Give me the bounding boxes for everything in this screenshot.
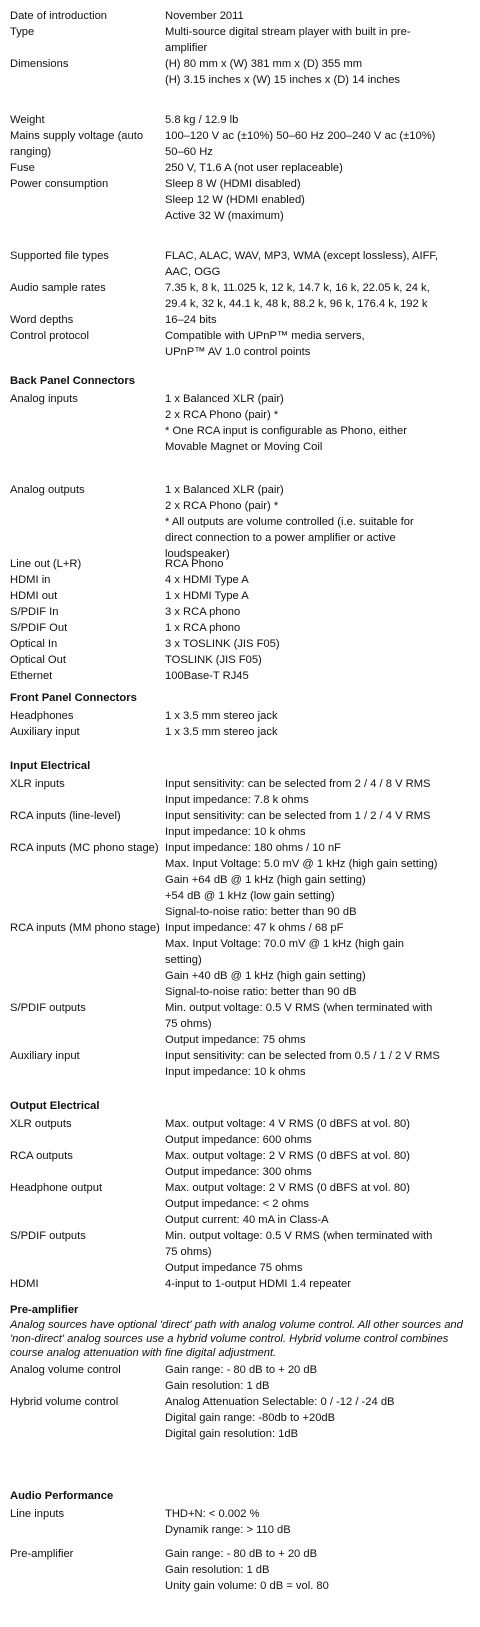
spec-value-line: November 2011 xyxy=(165,10,244,22)
spec-label: Auxiliary input xyxy=(10,1050,80,1062)
spec-value-line: Sleep 8 W (HDMI disabled) xyxy=(165,178,301,190)
spec-label: S/PDIF In xyxy=(10,606,59,618)
spec-value-line: setting) xyxy=(165,954,202,966)
spec-value-line: RCA Phono xyxy=(165,558,224,570)
spec-value xyxy=(165,24,470,56)
spec-value-line: 7.35 k, 8 k, 11.025 k, 12 k, 14.7 k, 16 k, 22.05 k, 24 k, xyxy=(165,282,430,294)
section-heading: Input Electrical xyxy=(10,760,91,772)
spec-value-line: Max. output voltage: 4 V RMS (0 dBFS at vol. 80) xyxy=(165,1118,410,1130)
spec-value-line: Input sensitivity: can be selected from 0.5 / 1 / 2 V RMS xyxy=(165,1050,440,1062)
spec-label: RCA outputs xyxy=(10,1150,73,1162)
spec-value-line: Input impedance: 10 k ohms xyxy=(165,826,306,838)
spec-value xyxy=(165,776,470,808)
spec-value-line: amplifier xyxy=(165,42,208,54)
spec-label: RCA inputs (MC phono stage) xyxy=(10,842,159,854)
section-heading: Pre-amplifier xyxy=(10,1304,79,1316)
spec-value-line: 100Base-T RJ45 xyxy=(165,670,249,682)
spec-value-line: Min. output voltage: 0.5 V RMS (when terminated with xyxy=(165,1230,433,1242)
spec-value-line: 1 x HDMI Type A xyxy=(165,590,249,602)
spec-value-line: Max. Input Voltage: 5.0 mV @ 1 kHz (high gain setting) xyxy=(165,858,438,870)
spec-value xyxy=(165,668,470,684)
spec-label: XLR inputs xyxy=(10,778,65,790)
spec-value-line: Signal-to-noise ratio: better than 90 dB xyxy=(165,986,357,998)
spec-label: Word depths xyxy=(10,314,74,326)
spec-value xyxy=(165,620,470,636)
spec-value-line: Input impedance: 10 k ohms xyxy=(165,1066,306,1078)
spec-value-line: 1 x 3.5 mm stereo jack xyxy=(165,726,278,738)
spec-value-line: Max. output voltage: 2 V RMS (0 dBFS at vol. 80) xyxy=(165,1150,410,1162)
spec-value xyxy=(165,636,470,652)
spec-label: Fuse xyxy=(10,162,35,174)
spec-value-line: Input impedance: 47 k ohms / 68 pF xyxy=(165,922,344,934)
spec-label: Headphones xyxy=(10,710,74,722)
spec-label: Weight xyxy=(10,114,45,126)
spec-value xyxy=(165,1394,470,1442)
spec-value-line: Input impedance: 180 ohms / 10 nF xyxy=(165,842,342,854)
spec-value-line: Output impedance 75 ohms xyxy=(165,1262,303,1274)
spec-value xyxy=(165,840,470,920)
spec-value-line: 1 x Balanced XLR (pair) xyxy=(165,484,284,496)
spec-value-line: Digital gain range: -80db to +20dB xyxy=(165,1412,336,1424)
spec-value-line: Max. Input Voltage: 70.0 mV @ 1 kHz (high gain xyxy=(165,938,404,950)
spec-value-line: Unity gain volume: 0 dB = vol. 80 xyxy=(165,1580,329,1592)
spec-label: Analog volume control xyxy=(10,1364,121,1376)
spec-value-line: THD+N: < 0.002 % xyxy=(165,1508,260,1520)
spec-value xyxy=(165,556,470,572)
spec-value-line: Multi-source digital stream player with built in pre- xyxy=(165,26,411,38)
spec-value-line: 3 x RCA phono xyxy=(165,606,241,618)
spec-value-line: 75 ohms) xyxy=(165,1018,212,1030)
spec-value-line: 2 x RCA Phono (pair) * xyxy=(165,409,279,421)
spec-value xyxy=(165,328,470,360)
section-heading: Back Panel Connectors xyxy=(10,375,135,387)
spec-value-line: 29.4 k, 32 k, 44.1 k, 48 k, 88.2 k, 96 k, 176.4 k, 192 k xyxy=(165,298,428,310)
spec-value-line: Output impedance: 75 ohms xyxy=(165,1034,306,1046)
spec-value-line: UPnP™ AV 1.0 control points xyxy=(165,346,311,358)
spec-value xyxy=(165,588,470,604)
spec-label: Dimensions xyxy=(10,58,69,70)
spec-value xyxy=(165,604,470,620)
spec-value xyxy=(165,176,470,224)
spec-value-line: Signal-to-noise ratio: better than 90 dB xyxy=(165,906,357,918)
spec-label: Analog inputs xyxy=(10,393,78,405)
spec-value-line: Compatible with UPnP™ media servers, xyxy=(165,330,365,342)
spec-value-line: 2 x RCA Phono (pair) * xyxy=(165,500,279,512)
spec-value-line: 75 ohms) xyxy=(165,1246,212,1258)
spec-label: S/PDIF Out xyxy=(10,622,68,634)
spec-label: HDMI in xyxy=(10,574,51,586)
spec-label: Line out (L+R) xyxy=(10,558,82,570)
spec-value xyxy=(165,1276,470,1292)
spec-label: Audio sample rates xyxy=(10,282,106,294)
spec-label: Mains supply voltage (auto ranging) xyxy=(10,130,144,158)
spec-value-line: Active 32 W (maximum) xyxy=(165,210,284,222)
spec-value-line: Gain resolution: 1 dB xyxy=(165,1380,270,1392)
spec-value xyxy=(165,1148,470,1180)
spec-label: XLR outputs xyxy=(10,1118,72,1130)
spec-value xyxy=(165,1180,470,1228)
spec-label: S/PDIF outputs xyxy=(10,1230,86,1242)
spec-value-line: Output current: 40 mA in Class-A xyxy=(165,1214,329,1226)
spec-value-line: Gain range: - 80 dB to + 20 dB xyxy=(165,1364,318,1376)
spec-value xyxy=(165,572,470,588)
spec-label: Hybrid volume control xyxy=(10,1396,119,1408)
spec-value-line: FLAC, ALAC, WAV, MP3, WMA (except lossless), AIFF, xyxy=(165,250,439,262)
spec-value-line: Input impedance: 7.8 k ohms xyxy=(165,794,309,806)
spec-value-line: 1 x Balanced XLR (pair) xyxy=(165,393,284,405)
spec-value-line: Output impedance: 300 ohms xyxy=(165,1166,312,1178)
spec-value xyxy=(165,128,470,160)
spec-value-line: 50–60 Hz xyxy=(165,146,213,158)
spec-value-line: 250 V, T1.6 A (not user replaceable) xyxy=(165,162,343,174)
preamp-note: Analog sources have optional 'direct' path with analog volume control. All other sources and 'non-direct' analog sources use a hybrid volume control. Hybrid volume control combines course analog attenuation with fine digital adjustment. xyxy=(10,1319,463,1359)
spec-value-line: 1 x RCA phono xyxy=(165,622,241,634)
spec-label: RCA inputs (MM phono stage) xyxy=(10,922,160,934)
spec-value-line: loudspeaker) xyxy=(165,548,230,560)
spec-value-line: 4-input to 1-output HDMI 1.4 repeater xyxy=(165,1278,351,1290)
spec-value xyxy=(165,1546,470,1594)
spec-value xyxy=(165,482,470,562)
spec-value-line: Output impedance: 600 ohms xyxy=(165,1134,312,1146)
spec-value-line: Analog Attenuation Selectable: 0 / -12 / -24 dB xyxy=(165,1396,395,1408)
spec-label: Headphone output xyxy=(10,1182,103,1194)
spec-value-line: +54 dB @ 1 kHz (low gain setting) xyxy=(165,890,335,902)
spec-value xyxy=(165,708,470,724)
spec-value-line: Min. output voltage: 0.5 V RMS (when terminated with xyxy=(165,1002,433,1014)
section-heading: Front Panel Connectors xyxy=(10,692,137,704)
spec-value-line: * One RCA input is configurable as Phono, either xyxy=(165,425,407,437)
spec-label: Control protocol xyxy=(10,330,89,342)
spec-value xyxy=(165,56,470,88)
spec-value xyxy=(165,920,470,1000)
spec-label: Type xyxy=(10,26,35,38)
spec-label: RCA inputs (line-level) xyxy=(10,810,121,822)
spec-value xyxy=(165,1000,470,1048)
spec-value-line: AAC, OGG xyxy=(165,266,221,278)
spec-label: HDMI out xyxy=(10,590,58,602)
spec-value xyxy=(165,724,470,740)
spec-value-line: Input sensitivity: can be selected from 1 / 2 / 4 V RMS xyxy=(165,810,431,822)
spec-label: Auxiliary input xyxy=(10,726,80,738)
spec-value-line: * All outputs are volume controlled (i.e. suitable for xyxy=(165,516,414,528)
spec-value-line: Input sensitivity: can be selected from 2 / 4 / 8 V RMS xyxy=(165,778,431,790)
spec-value-line: Digital gain resolution: 1dB xyxy=(165,1428,299,1440)
spec-value-line: Sleep 12 W (HDMI enabled) xyxy=(165,194,305,206)
spec-value-line: 100–120 V ac (±10%) 50–60 Hz 200–240 V ac (±10%) xyxy=(165,130,436,142)
section-heading: Audio Performance xyxy=(10,1490,114,1502)
spec-value-line: Gain range: - 80 dB to + 20 dB xyxy=(165,1548,318,1560)
spec-label: Line inputs xyxy=(10,1508,65,1520)
spec-value-line: 5.8 kg / 12.9 lb xyxy=(165,114,239,126)
spec-value-line: TOSLINK (JIS F05) xyxy=(165,654,262,666)
spec-value-line: (H) 80 mm x (W) 381 mm x (D) 355 mm xyxy=(165,58,363,70)
spec-value xyxy=(165,8,470,24)
spec-value-line: Max. output voltage: 2 V RMS (0 dBFS at vol. 80) xyxy=(165,1182,410,1194)
spec-value xyxy=(165,1506,470,1538)
spec-value-line: Gain +40 dB @ 1 kHz (high gain setting) xyxy=(165,970,366,982)
spec-label: Analog outputs xyxy=(10,484,85,496)
spec-label: Ethernet xyxy=(10,670,53,682)
spec-label: Optical Out xyxy=(10,654,66,666)
section-heading: Output Electrical xyxy=(10,1100,100,1112)
spec-value xyxy=(165,1116,470,1148)
spec-value xyxy=(165,1228,470,1276)
spec-value-line: 3 x TOSLINK (JIS F05) xyxy=(165,638,280,650)
spec-value xyxy=(165,808,470,840)
spec-label: Pre-amplifier xyxy=(10,1548,74,1560)
spec-value-line: Output impedance: < 2 ohms xyxy=(165,1198,309,1210)
spec-value xyxy=(165,312,470,328)
spec-label: HDMI xyxy=(10,1278,39,1290)
spec-label: Date of introduction xyxy=(10,10,108,22)
spec-value xyxy=(165,160,470,176)
spec-value-line: 1 x 3.5 mm stereo jack xyxy=(165,710,278,722)
spec-value-line: Dynamik range: > 110 dB xyxy=(165,1524,291,1536)
spec-value xyxy=(165,391,470,455)
spec-value-line: 4 x HDMI Type A xyxy=(165,574,249,586)
spec-label: Supported file types xyxy=(10,250,109,262)
spec-label: Optical In xyxy=(10,638,58,650)
spec-value-line: direct connection to a power amplifier or active xyxy=(165,532,396,544)
spec-value-line: 16–24 bits xyxy=(165,314,217,326)
spec-value xyxy=(165,652,470,668)
spec-value xyxy=(165,248,470,280)
spec-value xyxy=(165,1048,470,1080)
spec-value-line: Movable Magnet or Moving Coil xyxy=(165,441,323,453)
spec-value xyxy=(165,112,470,128)
spec-value-line: Gain resolution: 1 dB xyxy=(165,1564,270,1576)
spec-value xyxy=(165,1362,470,1394)
spec-value-line: Gain +64 dB @ 1 kHz (high gain setting) xyxy=(165,874,366,886)
spec-value xyxy=(165,280,470,312)
spec-label: S/PDIF outputs xyxy=(10,1002,86,1014)
spec-value-line: (H) 3.15 inches x (W) 15 inches x (D) 14 inches xyxy=(165,74,401,86)
spec-label: Power consumption xyxy=(10,178,109,190)
